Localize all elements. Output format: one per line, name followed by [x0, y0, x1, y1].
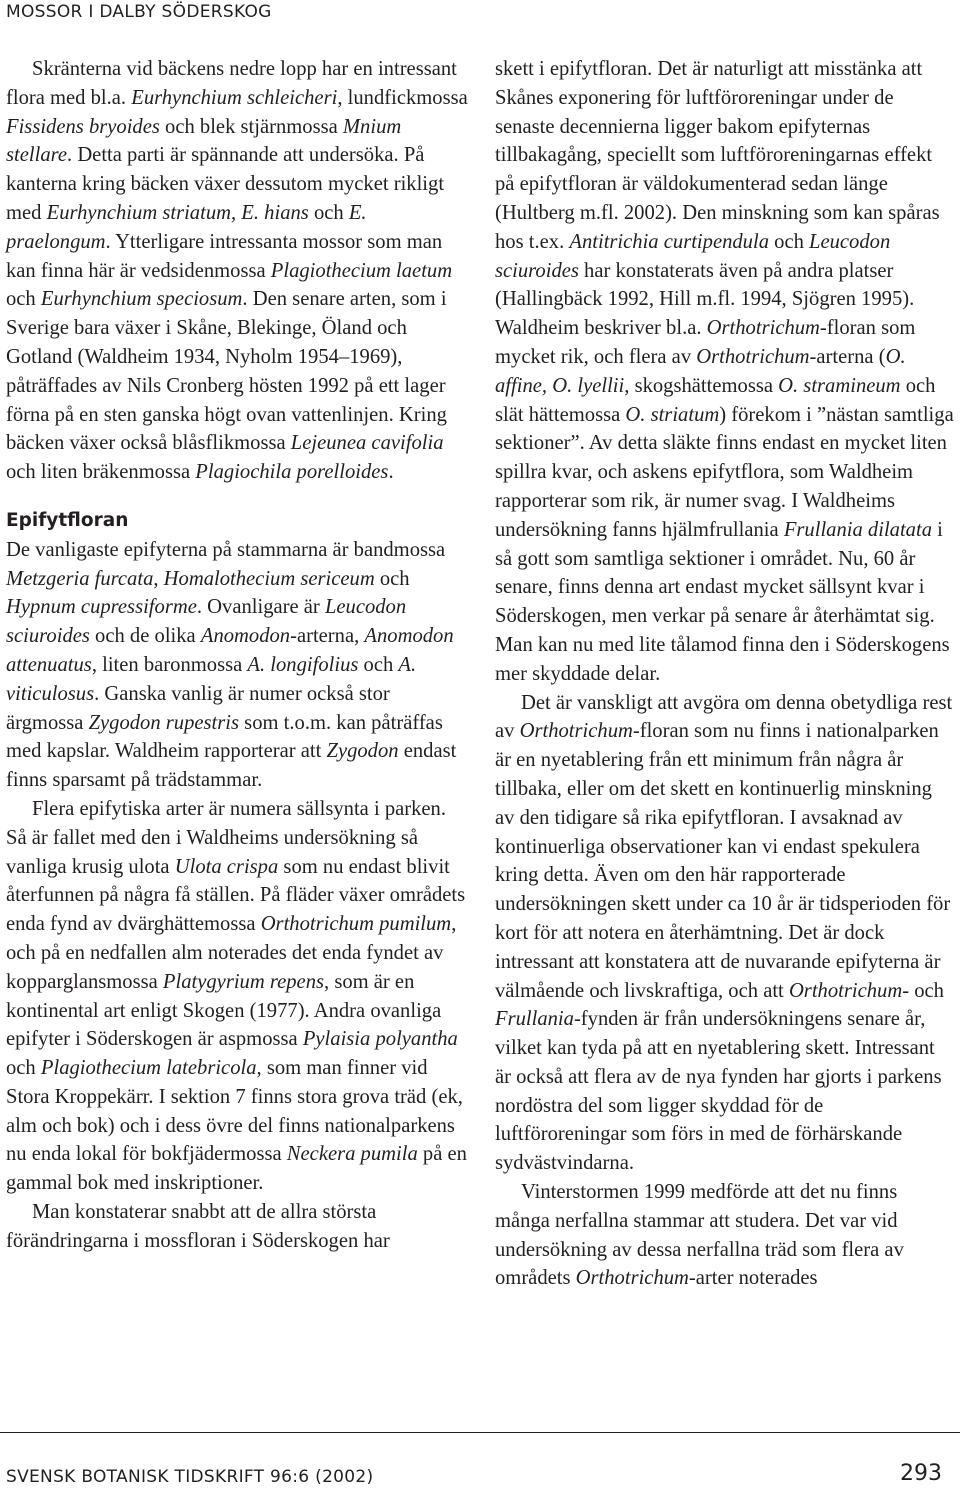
- paragraph: [6, 795, 468, 1198]
- species-name: Leucodon sciuroides: [6, 596, 407, 648]
- text-run: -arterna,: [290, 625, 365, 648]
- species-name: Eurhynchium speciosum: [40, 288, 243, 311]
- text-run: , skogshättemossa: [624, 374, 779, 397]
- species-name: Anomodon: [200, 625, 291, 648]
- text-run: och: [6, 1057, 41, 1080]
- species-name: Orthotrichum: [788, 979, 903, 1002]
- text-run: och: [358, 653, 399, 676]
- text-run: har konstaterats även på andra platser (Hallingbäck 1992, Hill m.fl. 1994, Sjögren 1995). Waldheim beskriver bl.a.: [495, 259, 915, 340]
- text-run: ,: [153, 567, 164, 590]
- text-run: -arterna (: [809, 345, 886, 368]
- species-name: Plagiothecium laetum: [270, 259, 453, 282]
- text-run: - och: [902, 979, 944, 1002]
- text-run: och: [374, 567, 410, 590]
- text-run: Flera epifytiska arter är numera sällsynta i parken. Så är fallet med den i Waldheims undersökning så vanliga krusig ulota: [6, 797, 446, 878]
- text-run: , och på en nedfallen alm noterades det enda fyndet av kopparglansmossa: [6, 913, 457, 993]
- text-run: Vinterstormen 1999 medförde att det nu finns många nerfallna stammar att studera. Det var vid undersökning av dessa nerfallna träd som flera av områdets: [495, 1181, 904, 1290]
- text-run: . Ganska vanlig är numer också stor ärgmossa: [6, 682, 390, 734]
- species-name: Orthotrichum: [696, 345, 810, 368]
- text-run: i så gott som samtliga sektioner i området. Nu, 60 år senare, finns denna art endast mycket sällsynt kvar i Söderskogen, men verkar på senare år återhämtat sig. Man kan nu med lite tålamod finna den i Söderskogens mer skyddade delar.: [495, 518, 950, 685]
- species-name: Fissidens bryoides: [6, 115, 160, 138]
- paragraph: [6, 536, 468, 795]
- species-name: Homalothecium sericeum: [163, 567, 375, 590]
- species-name: Mnium stellare: [6, 115, 402, 167]
- species-name: Frullania: [495, 1008, 574, 1031]
- text-run: De vanligaste epifyterna på stammarna är bandmossa: [6, 538, 446, 561]
- species-name: Leucodon sciuroides: [495, 230, 891, 282]
- species-name: O. stramineum: [778, 374, 901, 397]
- paragraph: [6, 1198, 468, 1256]
- species-name: Zygodon: [326, 740, 399, 763]
- text-run: .: [388, 461, 394, 484]
- text-run: , lundfickmossa: [337, 86, 468, 109]
- text-run: . Den senare arten, som i Sverige bara växer i Skåne, Blekinge, Öland och Gotland (Waldheim 1934, Nyholm 1954–1969), påträffades av Nils Cronberg hösten 1992 på ett lager förna på en sten ganska högt ovan vattenlinjen. Kring bäcken växer också blåsflikmossa: [6, 288, 447, 455]
- text-run: Skränterna vid bäckens nedre lopp har en intressant flora med bl.a.: [6, 58, 457, 109]
- species-name: Orthotrichum pumilum: [260, 913, 452, 936]
- species-name: Anomodon attenuatus: [6, 625, 454, 676]
- text-run: som t.o.m. kan påträffas med kapslar. Waldheim rapporterar att: [6, 711, 443, 763]
- species-name: Frullania dilatata: [783, 518, 932, 541]
- text-run: och: [769, 230, 810, 253]
- footer-rule: [0, 1432, 960, 1433]
- text-run: -fynden är från undersökningens senare år, vilket kan tyda på att en nyetablering skett. Intressant är också att flera av de nya fynden har gjorts i parkens nordöstra del som ligger skyddad för de luftföroreningar som förs in med de förhärskande sydvästvindarna.: [495, 1008, 942, 1175]
- species-name: Hypnum cupressiforme: [6, 596, 197, 619]
- text-run: Det är vanskligt att avgöra om denna obetydliga rest av: [495, 691, 953, 743]
- species-name: Eurhynchium schleicheri: [131, 86, 338, 109]
- running-head: MOSSOR I DALBY SÖDERSKOG: [6, 2, 272, 22]
- text-run: , som man finner vid Stora Kroppekärr. I sektion 7 finns stora grova träd (ek, alm och bok) och i dess övre del finns nationalparkens nu enda lokal för bokfjädermossa: [6, 1057, 463, 1166]
- species-name: Lejeunea cavifolia: [290, 432, 444, 455]
- text-run: och slät hättemossa: [495, 374, 936, 426]
- journal-citation: SVENSK BOTANISK TIDSKRIFT 96:6 (2002): [6, 1467, 374, 1487]
- species-name: Platygyrium repens: [162, 970, 325, 993]
- text-run: . Ytterligare intressanta mossor som man kan finna här är vedsidenmossa: [6, 230, 443, 282]
- species-name: Pylaisia polyantha: [302, 1028, 458, 1051]
- text-run: och: [6, 288, 41, 311]
- paragraph: [495, 55, 955, 689]
- text-run: och de olika: [89, 625, 201, 648]
- page-number: 293: [900, 1461, 942, 1486]
- text-run: , liten baronmossa: [91, 653, 248, 676]
- text-run: -arter noterades: [688, 1267, 818, 1290]
- species-name: Eurhynchium striatum, E. hians: [46, 201, 309, 224]
- species-name: Zygodon rupestris: [88, 711, 240, 734]
- text-run: . Ovanligare är: [196, 596, 325, 619]
- paragraph: [6, 55, 468, 487]
- species-name: O. striatum: [625, 403, 720, 426]
- text-run: och blek stjärnmossa: [159, 115, 343, 138]
- text-run: skett i epifytfloran. Det är naturligt att misstänka att Skånes exponering för luftföroreningar under de senaste decennierna ligger bakom epifyternas tillbakagång, speciellt som luftföroreningarnas effekt på epifytfloran är väldokumenterad sedan länge (Hultberg m.fl. 2002). Den minskning som kan spåras hos t.ex.: [495, 58, 940, 253]
- text-run: . Detta parti är spännande att undersöka. På kanterna kring bäcken växer dessutom mycket rikligt med: [6, 144, 445, 224]
- species-name: Orthotrichum: [706, 317, 820, 340]
- paragraph: [495, 689, 955, 1179]
- text-run: , som är en kontinental art enligt Skogen (1977). Andra ovanliga epifyter i Söderskogen är aspmossa: [6, 970, 442, 1051]
- text-run: endast finns sparsamt på trädstammar.: [6, 740, 457, 792]
- species-name: E. praelongum: [6, 201, 367, 253]
- text-run: -floran som nu finns i nationalparken är en nyetablering från ett minimum från några år tillbaka, eller om det skett en kontinuerlig minskning av den tidigare så rika epifytfloran. I avsaknad av kontinuerliga observationer kan vi endast spekulera kring detta. Även om den här rapporterade undersökningen skett under ca 10 år är tidsperioden för kort för att notera en återhämtning. Det är dock intressant att konstatera att de nuvarande epifyterna är välmående och livskraftiga, och att: [495, 720, 951, 1002]
- text-run: Man konstaterar snabbt att de allra största förändringarna i mossfloran i Söderskogen har: [6, 1201, 390, 1252]
- paragraph: [495, 1178, 955, 1293]
- species-name: Orthotrichum: [575, 1267, 689, 1290]
- text-run: -floran som mycket rik, och flera av: [495, 317, 916, 368]
- species-name: Plagiothecium latebricola: [40, 1057, 257, 1080]
- species-name: Ulota crispa: [174, 855, 279, 878]
- text-run: och liten bräkenmossa: [6, 461, 196, 484]
- species-name: Plagiochila porelloides: [195, 461, 389, 484]
- left-column: [6, 55, 468, 1256]
- species-name: Metzgeria furcata: [6, 567, 154, 590]
- species-name: O. affine, O. lyellii: [495, 345, 906, 397]
- text-run: på en gammal bok med inskriptioner.: [6, 1143, 467, 1195]
- species-name: A. longifolius: [247, 653, 359, 676]
- species-name: Neckera pumila: [286, 1143, 418, 1166]
- text-run: som nu endast blivit återfunnen på några få ställen. På fläder växer områdets enda fynd av dvärghättemossa: [6, 855, 466, 936]
- section-heading: Epifytfloran: [6, 509, 129, 531]
- species-name: Orthotrichum: [519, 720, 633, 743]
- species-name: A. viticulosus: [6, 653, 417, 705]
- right-column: [495, 55, 955, 1293]
- species-name: Antitrichia curtipendula: [569, 230, 769, 253]
- text-run: och: [308, 201, 349, 224]
- text-run: ) förekom i ”nästan samtliga sektioner”. Av detta släkte finns endast en mycket liten spillra kvar, och askens epifytflora, som Waldheim rapporterar som rik, är numer svag. I Waldheims undersökning fanns hjälmfrullania: [495, 403, 954, 541]
